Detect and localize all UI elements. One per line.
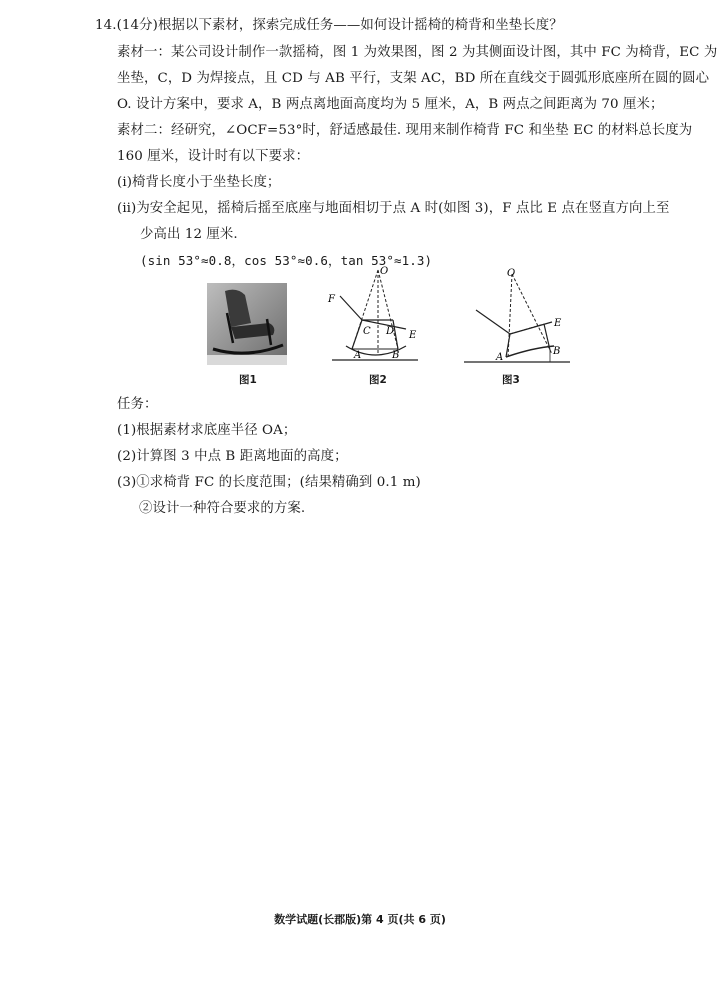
fig2-label-E: E	[409, 330, 417, 341]
figure-1-photo	[207, 283, 287, 365]
figure-2-diagram	[322, 262, 422, 372]
question-header: 14.(14分)根据以下素材，探索完成任务——如何设计摇椅的椅背和坐垫长度？	[95, 18, 563, 33]
fig2-label-C: C	[363, 326, 371, 337]
page-footer: 数学试题(长郡版)第 4 页(共 6 页)	[274, 913, 446, 926]
material1-line3: O. 设计方案中，要求 A，B 两点离地面高度均为 5 厘米，A，B 两点之间距离为 70 厘米；	[117, 97, 664, 112]
fig2-label-B: B	[392, 350, 400, 361]
requirement-2-line2: 少高出 12 厘米.	[140, 227, 238, 242]
task-2: (2)计算图 3 中点 B 距离地面的高度；	[117, 449, 348, 464]
fig2-label-O: O	[380, 266, 389, 277]
task-3b: ②设计一种符合要求的方案.	[139, 501, 306, 516]
fig3-label-O: O	[507, 268, 516, 279]
tasks-title: 任务：	[117, 397, 158, 412]
figure-3-caption: 图3	[502, 374, 520, 386]
fig2-label-F: F	[328, 294, 335, 305]
task-1: (1)根据素材求底座半径 OA；	[117, 423, 297, 438]
figure-2-caption: 图2	[369, 374, 387, 386]
material2-line2: 160 厘米，设计时有以下要求：	[117, 149, 310, 164]
task-3: (3)①求椅背 FC 的长度范围；(结果精确到 0.1 m)	[117, 475, 421, 490]
material1-line1: 素材一：某公司设计制作一款摇椅，图 1 为效果图，图 2 为其侧面设计图，其中 FC 为椅背，EC 为	[117, 45, 718, 60]
material2-line1: 素材二：经研究，∠OCF=53°时，舒适感最佳. 现用来制作椅背 FC 和坐垫 EC 的材料总长度为	[117, 123, 693, 138]
material1-line2: 坐垫，C，D 为焊接点，且 CD 与 AB 平行，支架 AC，BD 所在直线交于圆弧形底座所在圆的圆心	[117, 71, 710, 86]
requirement-1: (ⅰ)椅背长度小于坐垫长度；	[117, 175, 281, 190]
figure-1-caption: 图1	[239, 374, 257, 386]
requirement-2-line1: (ⅱ)为安全起见，摇椅后摇至底座与地面相切于点 A 时(如图 3)，F 点比 E 点在竖直方向上至	[117, 201, 670, 216]
trig-values: (sin 53°≈0.8，cos 53°≈0.6，tan 53°≈1.3)	[140, 253, 433, 268]
fig2-label-A: A	[354, 350, 362, 361]
fig3-label-B: B	[553, 346, 561, 357]
figure-3-diagram	[462, 262, 572, 372]
fig3-label-A: A	[496, 352, 504, 363]
fig2-label-D: D	[386, 326, 395, 337]
fig3-label-E: E	[554, 318, 562, 329]
